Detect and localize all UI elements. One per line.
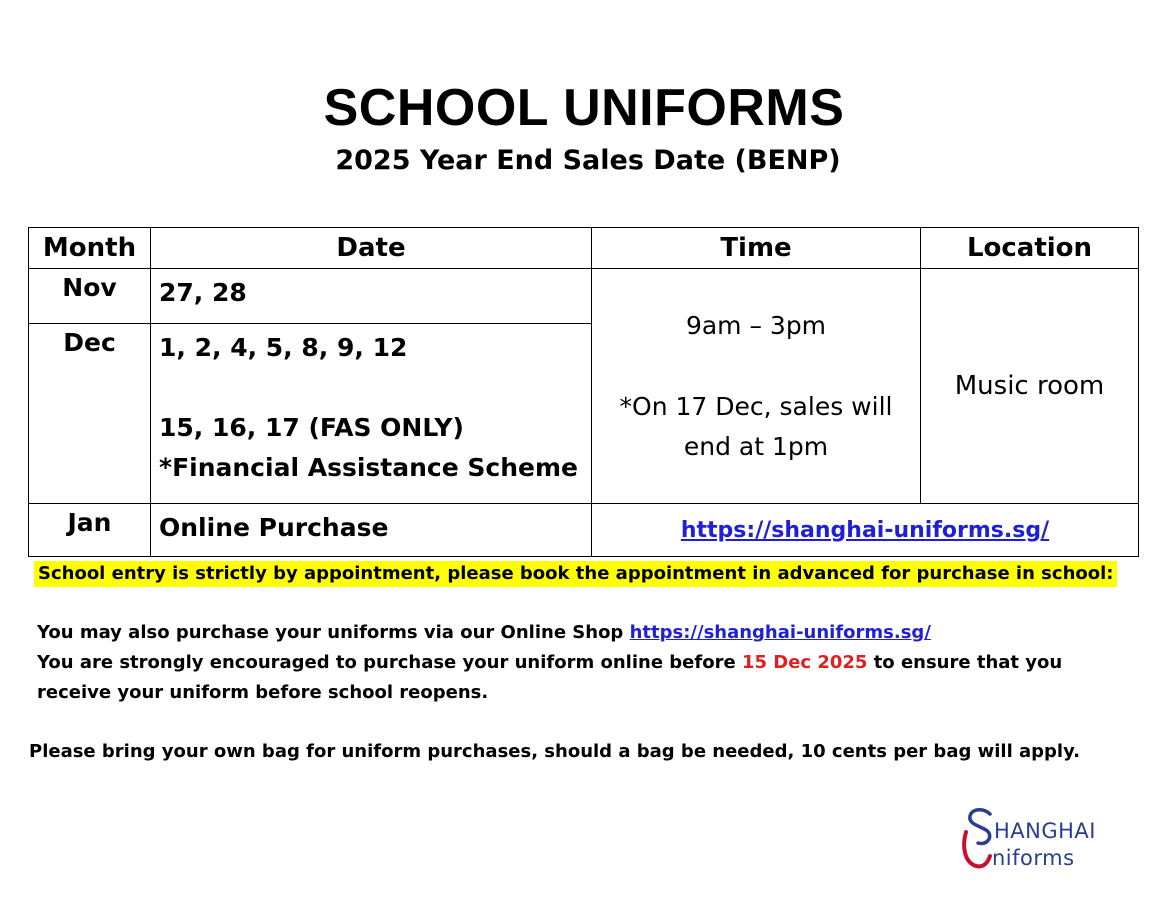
encourage-text-suffix: to ensure that you [867, 652, 1063, 673]
time-cell [592, 269, 921, 504]
bag-note: Please bring your own bag for uniform purchases, should a bag be needed, 10 cents per bag will apply. [29, 741, 1081, 762]
deadline-date: 15 Dec 2025 [741, 652, 868, 673]
date-text: Online Purchase [159, 513, 389, 542]
logo-line-1: HANGHAI [994, 819, 1096, 843]
page-subtitle: 2025 Year End Sales Date (BENP) [335, 145, 841, 176]
location-cell: Music room [921, 269, 1139, 504]
time-note-line-2: end at 1pm [683, 431, 829, 461]
logo-u-swoosh [964, 832, 990, 866]
time-note-line-1: *On 17 Dec, sales will [619, 391, 893, 421]
online-shop-paragraph [37, 618, 1117, 708]
logo-s-letter [970, 810, 990, 844]
date-cell [151, 269, 592, 324]
month-cell: Nov [29, 269, 151, 324]
date-text: *Financial Assistance Scheme [159, 453, 578, 482]
date-text: 27, 28 [159, 278, 247, 307]
table-row [29, 504, 1139, 557]
column-header-date: Date [151, 228, 592, 269]
appointment-notice: School entry is strictly by appointment, please book the appointment in advanced for purchase in school: [34, 561, 1117, 587]
date-cell [151, 504, 592, 557]
encourage-text: You are strongly encouraged to purchase your uniform online before [37, 652, 742, 673]
online-shop-link[interactable]: https://shanghai-uniforms.sg/ [680, 517, 1050, 543]
logo-line-2: niforms [992, 846, 1075, 870]
column-header-location: Location [921, 228, 1139, 269]
table-row [29, 269, 1139, 324]
date-cell [151, 324, 592, 504]
online-shop-link[interactable]: https://shanghai-uniforms.sg/ [629, 622, 931, 643]
date-text: 1, 2, 4, 5, 8, 9, 12 [159, 333, 408, 362]
month-cell: Dec [29, 324, 151, 504]
month-cell: Jan [29, 504, 151, 557]
sales-schedule-table [28, 227, 1139, 557]
column-header-month: Month [29, 228, 151, 269]
column-header-time: Time [592, 228, 921, 269]
encourage-text-line-2: receive your uniform before school reopens. [37, 682, 489, 703]
online-link-cell [592, 504, 1139, 557]
table-header-row [29, 228, 1139, 269]
date-text: 15, 16, 17 (FAS ONLY) [159, 413, 464, 442]
shanghai-uniforms-logo [958, 806, 1128, 874]
page-title: SCHOOL UNIFORMS [323, 79, 845, 137]
time-range: 9am – 3pm [685, 310, 827, 340]
online-shop-text: You may also purchase your uniforms via our Online Shop [37, 622, 630, 643]
